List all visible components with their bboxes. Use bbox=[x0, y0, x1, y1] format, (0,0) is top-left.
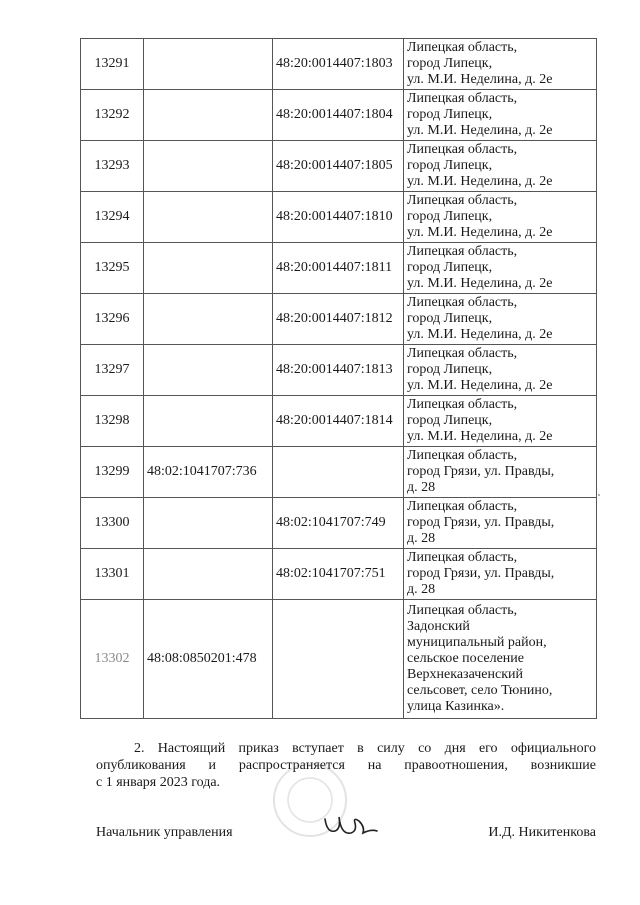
signature-block bbox=[96, 823, 596, 847]
table-row bbox=[81, 447, 597, 498]
address-line: д. 28 bbox=[407, 582, 436, 597]
address-line: д. 28 bbox=[407, 531, 436, 546]
address-line: д. 28 bbox=[407, 480, 436, 495]
address-line: город Липецк, bbox=[407, 209, 493, 224]
address-line: Липецкая область, bbox=[407, 397, 518, 412]
address-line: Липецкая область, bbox=[407, 142, 518, 157]
table-row bbox=[81, 396, 597, 447]
address-line: Липецкая область, bbox=[407, 448, 518, 463]
cadastral-number-cell bbox=[144, 396, 273, 447]
row-number-cell: 13297 bbox=[81, 345, 144, 396]
premises-number-cell: 48:20:0014407:1804 bbox=[273, 90, 404, 141]
premises-number-cell: 48:20:0014407:1813 bbox=[273, 345, 404, 396]
address-cell bbox=[404, 498, 597, 549]
address-line: город Грязи, ул. Правды, bbox=[407, 464, 555, 479]
signatory-title: Начальник управления bbox=[96, 825, 233, 840]
address-line: город Липецк, bbox=[407, 107, 493, 122]
row-number-cell: 13292 bbox=[81, 90, 144, 141]
address-cell bbox=[404, 39, 597, 90]
row-number-cell: 13295 bbox=[81, 243, 144, 294]
row-number-cell: 13301 bbox=[81, 549, 144, 600]
address-line: город Липецк, bbox=[407, 260, 493, 275]
premises-number-cell: 48:20:0014407:1810 bbox=[273, 192, 404, 243]
address-line: сельсовет, село Тюнино, bbox=[407, 683, 553, 698]
cadastral-number-cell bbox=[144, 294, 273, 345]
address-line: город Липецк, bbox=[407, 56, 493, 71]
row-number-cell: 13294 bbox=[81, 192, 144, 243]
row-number-cell: 13299 bbox=[81, 447, 144, 498]
premises-number-cell: 48:20:0014407:1811 bbox=[273, 243, 404, 294]
paragraph-line-3: с 1 января 2023 года. bbox=[96, 775, 221, 790]
address-line: ул. М.И. Неделина, д. 2е bbox=[407, 174, 553, 189]
address-line: город Грязи, ул. Правды, bbox=[407, 566, 555, 581]
row-number-cell: 13298 bbox=[81, 396, 144, 447]
signatory-name: И.Д. Никитенкова bbox=[488, 825, 596, 840]
address-cell bbox=[404, 396, 597, 447]
premises-number-cell bbox=[273, 447, 404, 498]
address-line: Липецкая область, bbox=[407, 346, 518, 361]
row-number-cell: 13296 bbox=[81, 294, 144, 345]
address-cell bbox=[404, 141, 597, 192]
address-line: ул. М.И. Неделина, д. 2е bbox=[407, 72, 553, 87]
address-line: ул. М.И. Неделина, д. 2е bbox=[407, 378, 553, 393]
address-line: Липецкая область, bbox=[407, 603, 518, 618]
table-row bbox=[81, 345, 597, 396]
row-number-cell: 13300 bbox=[81, 498, 144, 549]
cadastral-number-cell bbox=[144, 90, 273, 141]
paragraph-line-2: опубликования и распространяется на правоотношения, возникшие bbox=[96, 758, 596, 773]
premises-number-cell: 48:20:0014407:1803 bbox=[273, 39, 404, 90]
address-cell bbox=[404, 447, 597, 498]
premises-number-cell: 48:02:1041707:749 bbox=[273, 498, 404, 549]
paragraph-line-1: 2. Настоящий приказ вступает в силу со дня его официального bbox=[134, 741, 596, 756]
cadastral-number-cell bbox=[144, 345, 273, 396]
premises-number-cell: 48:20:0014407:1812 bbox=[273, 294, 404, 345]
address-cell bbox=[404, 294, 597, 345]
address-line: ул. М.И. Неделина, д. 2е bbox=[407, 123, 553, 138]
table-body bbox=[81, 39, 597, 719]
handwritten-signature-icon bbox=[321, 809, 381, 845]
row-number-cell: 13302 bbox=[81, 600, 144, 719]
table-row bbox=[81, 600, 597, 719]
table-row bbox=[81, 90, 597, 141]
address-cell bbox=[404, 192, 597, 243]
premises-number-cell bbox=[273, 600, 404, 719]
address-line: город Липецк, bbox=[407, 413, 493, 428]
address-line: город Липецк, bbox=[407, 311, 493, 326]
address-line: улица Казинка». bbox=[407, 699, 505, 714]
cadastral-number-cell: 48:08:0850201:478 bbox=[144, 600, 273, 719]
cadastral-number-cell bbox=[144, 192, 273, 243]
cadastral-number-cell: 48:02:1041707:736 bbox=[144, 447, 273, 498]
premises-number-cell: 48:02:1041707:751 bbox=[273, 549, 404, 600]
address-cell bbox=[404, 345, 597, 396]
address-line: Верхнеказаченский bbox=[407, 667, 523, 682]
table-row bbox=[81, 549, 597, 600]
address-cell bbox=[404, 90, 597, 141]
address-line: Липецкая область, bbox=[407, 40, 518, 55]
address-line: город Липецк, bbox=[407, 362, 493, 377]
table-row bbox=[81, 141, 597, 192]
cadastral-number-cell bbox=[144, 549, 273, 600]
address-line: город Грязи, ул. Правды, bbox=[407, 515, 555, 530]
address-cell bbox=[404, 549, 597, 600]
address-line: ул. М.И. Неделина, д. 2е bbox=[407, 225, 553, 240]
row-number-cell: 13293 bbox=[81, 141, 144, 192]
address-line: ул. М.И. Неделина, д. 2е bbox=[407, 429, 553, 444]
property-table bbox=[80, 38, 597, 719]
address-line: Задонский bbox=[407, 619, 470, 634]
address-line: Липецкая область, bbox=[407, 244, 518, 259]
premises-number-cell: 48:20:0014407:1805 bbox=[273, 141, 404, 192]
table-row bbox=[81, 39, 597, 90]
address-line: Липецкая область, bbox=[407, 295, 518, 310]
address-cell bbox=[404, 600, 597, 719]
cadastral-number-cell bbox=[144, 243, 273, 294]
scan-speck bbox=[598, 494, 600, 496]
address-line: Липецкая область, bbox=[407, 499, 518, 514]
premises-number-cell: 48:20:0014407:1814 bbox=[273, 396, 404, 447]
cadastral-number-cell bbox=[144, 39, 273, 90]
table-row bbox=[81, 498, 597, 549]
table-row bbox=[81, 192, 597, 243]
row-number-cell: 13291 bbox=[81, 39, 144, 90]
address-line: ул. М.И. Неделина, д. 2е bbox=[407, 327, 553, 342]
address-line: сельское поселение bbox=[407, 651, 524, 666]
address-line: город Липецк, bbox=[407, 158, 493, 173]
address-line: Липецкая область, bbox=[407, 550, 518, 565]
table-row bbox=[81, 294, 597, 345]
cadastral-number-cell bbox=[144, 141, 273, 192]
cadastral-number-cell bbox=[144, 498, 273, 549]
address-line: Липецкая область, bbox=[407, 193, 518, 208]
address-line: ул. М.И. Неделина, д. 2е bbox=[407, 276, 553, 291]
address-cell bbox=[404, 243, 597, 294]
address-line: муниципальный район, bbox=[407, 635, 547, 650]
table-row bbox=[81, 243, 597, 294]
address-line: Липецкая область, bbox=[407, 91, 518, 106]
